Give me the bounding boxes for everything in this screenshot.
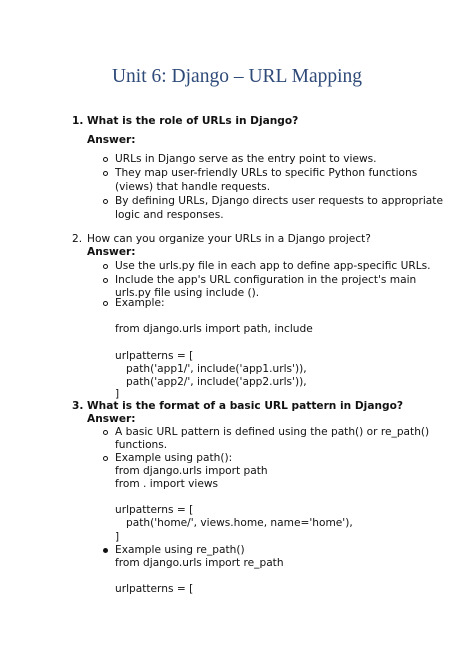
q1-answer-label: Answer: xyxy=(87,134,136,146)
q3-bullet-continued: functions. xyxy=(115,439,168,451)
q3-bullet: A basic URL pattern is defined using the path() or re_path() xyxy=(115,426,430,438)
q2-answer-label: Answer: xyxy=(87,246,136,258)
bullet-icon xyxy=(103,171,108,176)
q1-bullet-continued: (views) that handle requests. xyxy=(115,181,271,193)
q2-code-line: from django.urls import path, include xyxy=(115,323,313,335)
q3-code-line: ] xyxy=(115,531,120,543)
bullet-icon xyxy=(103,278,108,283)
q2-bullet: Use the urls.py file in each app to define app-specific URLs. xyxy=(115,260,431,272)
bullet-icon xyxy=(103,157,108,162)
q3-answer-label: Answer: xyxy=(87,413,136,425)
bullet-icon xyxy=(103,301,108,306)
q1-bullet: They map user-friendly URLs to specific Python functions xyxy=(115,167,418,179)
q1-bullet: By defining URLs, Django directs user requests to appropriate xyxy=(115,195,443,207)
filled-bullet-icon xyxy=(103,548,108,553)
q2-code-line: urlpatterns = [ xyxy=(115,350,194,362)
bullet-icon xyxy=(103,456,108,461)
q3-code-line: from django.urls import path xyxy=(115,465,268,477)
q1-bullet: URLs in Django serve as the entry point to views. xyxy=(115,153,377,165)
q2-code-line: ] xyxy=(115,388,120,400)
q3-bullet: Example using re_path() xyxy=(115,544,245,556)
q1-number: 1. xyxy=(72,115,84,127)
q2-question: How can you organize your URLs in a Django project? xyxy=(87,233,371,245)
bullet-icon xyxy=(103,430,108,435)
q1-question: What is the role of URLs in Django? xyxy=(87,115,299,127)
q2-bullet: Include the app's URL configuration in the project's main xyxy=(115,274,417,286)
q3-code-line: urlpatterns = [ xyxy=(115,504,194,516)
q3-code-line: path('home/', views.home, name='home'), xyxy=(126,517,353,529)
bullet-icon xyxy=(103,264,108,269)
bullet-icon xyxy=(103,199,108,204)
q2-bullet: Example: xyxy=(115,297,165,309)
q3-code-line: from . import views xyxy=(115,478,219,490)
q2-code-line: path('app1/', include('app1.urls')), xyxy=(126,363,307,375)
page-title: Unit 6: Django – URL Mapping xyxy=(111,66,363,87)
q3-code-line: urlpatterns = [ xyxy=(115,583,194,595)
q3-number: 3. xyxy=(72,400,84,412)
q2-bullet-continued: urls.py file using include (). xyxy=(115,287,260,299)
q2-number: 2. xyxy=(72,233,83,245)
q3-code-line: from django.urls import re_path xyxy=(115,557,284,569)
q1-bullet-continued: logic and responses. xyxy=(115,209,224,221)
q2-code-line: path('app2/', include('app2.urls')), xyxy=(126,376,307,388)
q3-question: What is the format of a basic URL pattern in Django? xyxy=(87,400,404,412)
q3-bullet: Example using path(): xyxy=(115,452,233,464)
